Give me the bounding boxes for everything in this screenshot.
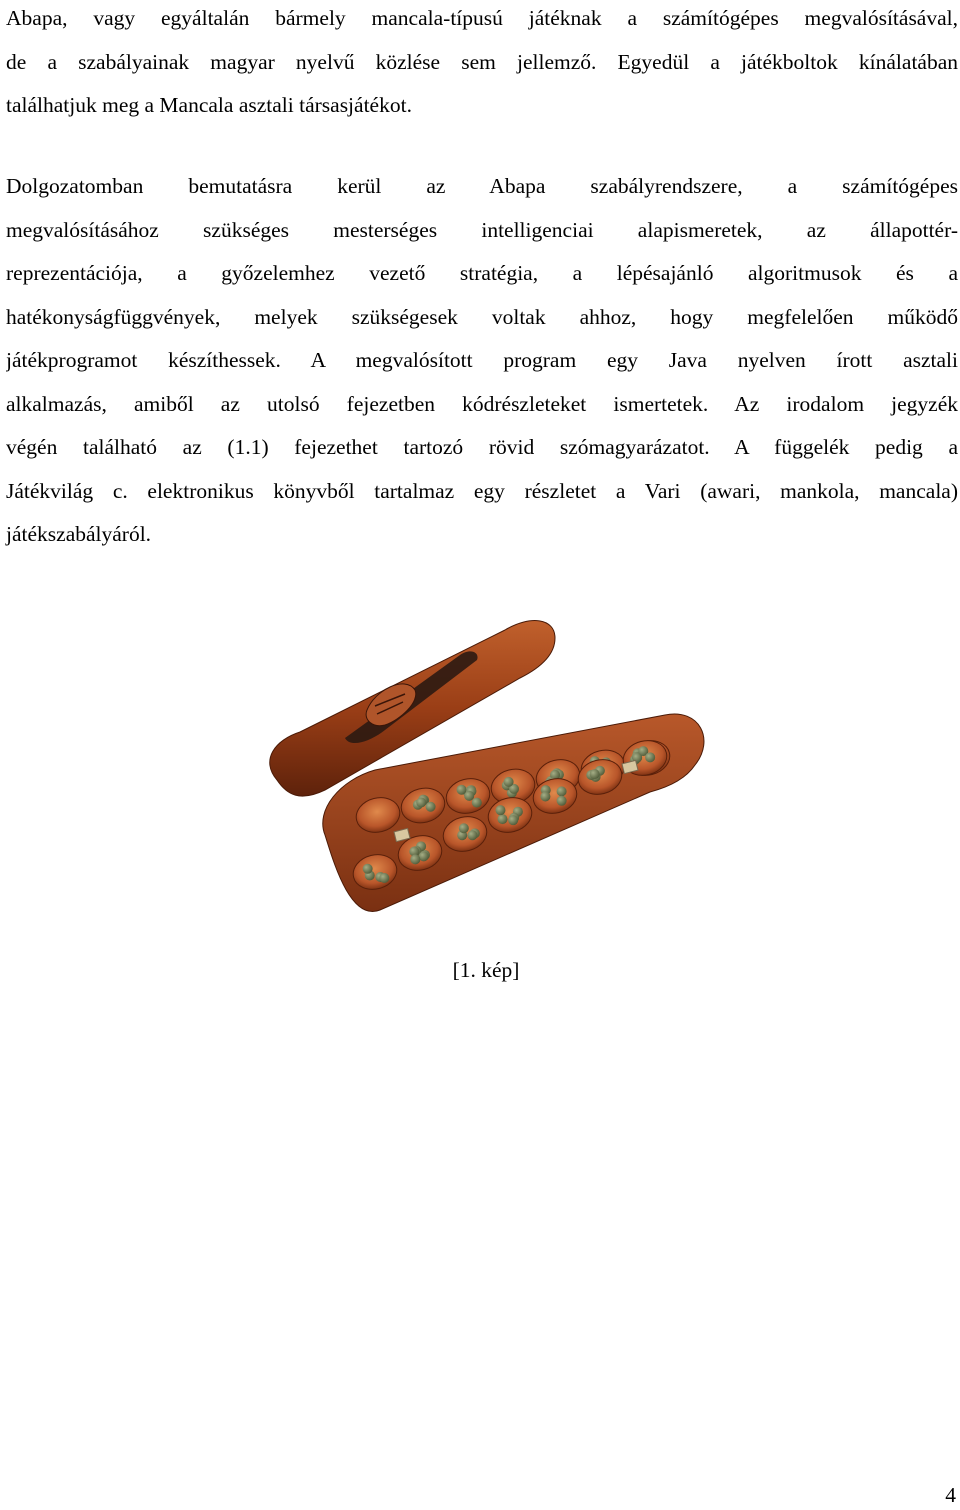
mancala-board-icon [255,610,710,930]
text-line: alkalmazás, amiből az utolsó fejezetben kódrészleteket ismertetek. Az irodalom jegyzék [6,391,958,416]
overview-paragraph [6,165,958,557]
seed [459,823,469,833]
text-line: találhatjuk meg a Mancala asztali társasjátékot. [6,93,412,117]
seed [540,792,550,802]
seed [498,814,508,824]
text-line: végén található az (1.1) fejezethet tartozó rövid szómagyarázatot. A függelék pedig a [6,435,958,459]
text-line: reprezentációja, a győzelemhez vezető stratégia, a lépésajánló algoritmusok és a [6,261,958,285]
seed [508,815,518,825]
text-line: megvalósításához szükséges mesterséges intelligenciai alapismeretek, az állapottér- [6,217,958,242]
seed [363,864,373,874]
text-line: játékprogramot készíthessek. A megvalósított program egy Java nyelven írott asztali [6,348,958,372]
seed [472,798,482,808]
seed [410,854,420,864]
page-number: 4 [945,1483,956,1507]
text-line: Dolgozatomban bemutatásra kerül az Abapa szabályrendszere, a számítógépes [6,174,958,198]
seed [557,796,567,806]
mancala-board-image [255,610,710,930]
text-line: Abapa, vagy egyáltalán bármely mancala-típusú játéknak a számítógépes megvalósításával, [6,6,958,30]
seed [557,786,567,796]
seed [467,830,477,840]
text-line: Játékvilág c. elektronikus könyvből tartalmaz egy részletet a Vari (awari, mankola, mancala) [6,478,958,503]
seed [504,777,514,787]
intro-paragraph [6,0,958,128]
text-line: de a szabályainak magyar nyelvű közlése sem jellemző. Egyedül a játékboltok kínálatában [6,49,958,74]
seed [590,769,600,779]
text-line: játékszabályáról. [6,522,152,546]
seed [645,752,655,762]
text-line: hatékonyságfüggvények, melyek szükségesek voltak ahhoz, hogy megfelelően működő [6,304,958,329]
seed [457,785,467,795]
seed [416,797,426,807]
figure-caption: [1. kép] [452,958,520,982]
seed [426,802,436,812]
seed [495,805,505,815]
seed [379,873,389,883]
